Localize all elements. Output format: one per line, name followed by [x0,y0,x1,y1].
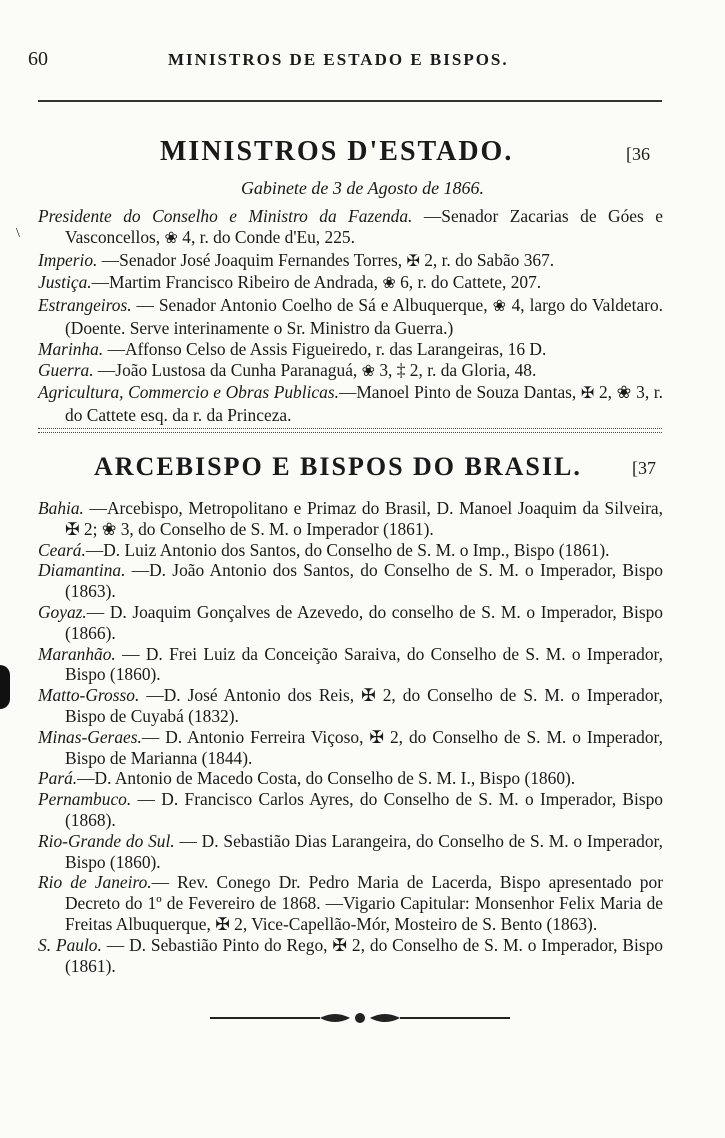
cabinet-subtitle: Gabinete de 3 de Agosto de 1866. [240,178,485,198]
running-title: MINISTROS DE ESTADO E BISPOS. [168,50,509,69]
minister-entry-guerra: Guerra. —João Lustosa da Cunha Paranaguá, ❀ 3, ‡ 2, r. da Gloria, 48. [38,359,537,380]
order-rosette-icon: ❀ [382,275,396,293]
section-divider [38,428,662,433]
ink-blot [0,665,10,709]
bishop-entry: Goyaz.— D. Joaquim Gonçalves de Azevedo, do conselho de S. M. o Imperador, Bispo (1866). [38,601,663,643]
page-number: 60 [28,48,48,70]
closing-ornament [210,1010,510,1026]
order-cross-icon: ✠ [580,385,595,403]
minister-entry-estrangeiros: Estrangeiros. — Senador Antonio Coelho de Sá e Albuquerque, ❀ 4, largo do Valdetaro. (Doente. Serve interinamente o Sr. Ministro da Guerra.) [38,295,663,338]
bishops-list [38,498,663,976]
ministers-list [38,206,663,426]
margin-mark: \ [16,226,20,241]
ministers-section-number: [36 [626,144,650,164]
order-rosette-icon: ❀ [361,362,376,380]
bishop-entry: Diamantina. —D. João Antonio dos Santos, do Conselho de S. M. o Imperador, Bispo (1863). [38,560,663,602]
bishop-entry: Bahia. —Arcebispo, Metropolitano e Primaz do Brasil, D. Manoel Joaquim da Silveira, ✠ 2; ❀ 3, do Conselho de S. M. o Imperador (1861). [38,498,663,539]
minister-entry-agricultura: Agricultura, Commercio e Obras Publicas.—Manoel Pinto de Souza Dantas, ✠ 2, ❀ 3, r. do Cattete esq. da r. da Princeza. [38,382,663,426]
bishop-entry: Pernambuco. — D. Francisco Carlos Ayres, do Conselho de S. M. o Imperador, Bispo (1868). [38,789,663,830]
bishops-section-number: [37 [632,458,656,478]
minister-entry-imperio: Imperio. —Senador José Joaquim Fernandes Torres, ✠ 2, r. do Sabão 367. [38,249,555,270]
bishop-entry: Maranhão. — D. Frei Luiz da Conceição Saraiva, do Conselho de S. M. o Imperador, Bispo (1860). [38,643,663,685]
bishop-entry: Ceará.—D. Luiz Antonio dos Santos, do Conselho de S. M. o Imp., Bispo (1861). [38,539,610,560]
minister-entry-marinha: Marinha. —Affonso Celso de Assis Figueiredo, r. das Larangeiras, 16 D. [38,338,547,359]
bishop-entry: Matto-Grosso. —D. José Antonio dos Reis, ✠ 2, do Conselho de S. M. o Imperador, Bispo de Cuyabá (1832). [38,685,663,726]
minister-entry-fazenda: Presidente do Conselho e Ministro da Fazenda. —Senador Zacarias de Góes e Vasconcellos, ❀ 4, r. do Conde d'Eu, 225. [38,206,663,247]
running-head [28,48,685,78]
header-rule [38,100,662,102]
ministers-title: MINISTROS D'ESTADO. [160,136,514,167]
bishop-entry: Pará.—D. Antonio de Macedo Costa, do Conselho de S. M. I., Bispo (1860). [38,768,576,789]
minister-entry-justica: Justiça.—Martim Francisco Ribeiro de Andrada, ❀ 6, r. do Cattete, 207. [38,272,542,293]
bishop-entry: Rio-Grande do Sul. — D. Sebastião Dias Larangeira, do Conselho de S. M. o Imperador, Bispo (1860). [38,830,663,872]
bishop-entry: S. Paulo. — D. Sebastião Pinto do Rego, ✠ 2, do Conselho de S. M. o Imperador, Bispo (1861). [38,934,663,976]
order-cross-icon: ✠ [406,252,420,270]
bishop-entry: Rio de Janeiro.— Rev. Conego Dr. Pedro Maria de Lacerda, Bispo apresentado por Decreto do 1º de Fevereiro de 1868. —Vigario Capitular: Monsenhor Felix Maria de Freitas Albuquerque, ✠ 2, Vice-Capellão-Mór, Mosteiro de S. Bento (1863). [38,872,663,934]
bishops-title: ARCEBISPO E BISPOS DO BRASIL. [94,452,582,481]
order-rosette-icon: ❀ [492,298,507,316]
bishop-entry: Minas-Geraes.— D. Antonio Ferreira Viçoso, ✠ 2, do Conselho de S. M. o Imperador, Bispo de Marianna (1844). [38,726,663,768]
order-rosette-icon: ❀ [164,229,178,247]
